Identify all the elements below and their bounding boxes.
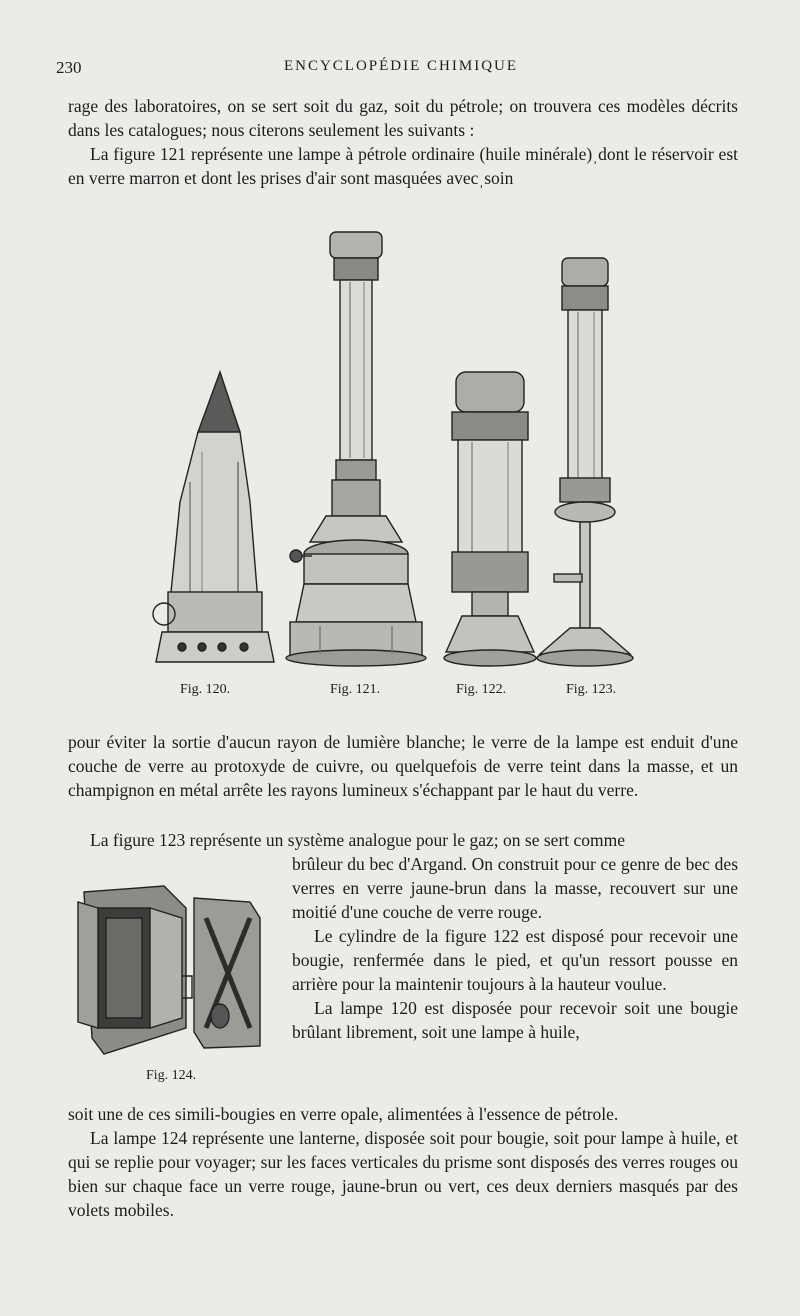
page-number: 230	[56, 58, 82, 77]
page-header	[56, 58, 746, 82]
paragraph-fig122: Le cylindre de la figure 122 est disposé pour recevoir une bougie, renfermée dans le pied, et qu'un ressort pousse en arrière pour la maintenir toujours à la hauteur voulue.	[292, 926, 738, 994]
paragraph-after-figures: pour éviter la sortie d'aucun rayon de lumière blanche; le verre de la lampe est enduit d'une couche de verre au protoxyde de cuivre, ou quelquefois de verre teint dans la masse, et un champignon en métal arrête les rayons lumineux s'échappant par le haut du verre.	[68, 732, 738, 800]
caption-fig122: Fig. 122.	[456, 682, 507, 697]
caption-fig123: Fig. 123.	[566, 682, 617, 697]
paragraph-fig123-first-line: La figure 123 représente un système analogue pour le gaz; on se sert comme	[90, 830, 626, 850]
wrapped-text-block	[292, 852, 738, 1044]
lamps-illustration	[140, 222, 660, 674]
figure-captions-row	[0, 682, 800, 706]
lantern-124-illustration	[74, 878, 270, 1058]
lamp-121-figure	[286, 232, 426, 666]
caption-fig124: Fig. 124.	[146, 1068, 197, 1083]
lamp-122-figure	[444, 372, 536, 666]
paragraph-fig120-end: soit une de ces simili-bougies en verre opale, alimentées à l'essence de pétrole.	[68, 1104, 619, 1124]
bottom-text-block	[68, 1102, 738, 1222]
paragraph-fig120: La lampe 120 est disposée pour recevoir soit une bougie brûlant librement, soit une lampe à huile,	[292, 998, 738, 1042]
running-title: ENCYCLOPÉDIE CHIMIQUE	[283, 58, 519, 74]
lamp-123-figure	[537, 258, 633, 666]
top-text-block	[68, 94, 738, 190]
paragraph-continuation: rage des laboratoires, on se sert soit du gaz, soit du pétrole; on trouvera ces modèles décrits dans les catalogues; nous citerons seulement les suivants :	[68, 96, 738, 140]
paragraph-fig123-rest: brûleur du bec d'Argand. On construit pour ce genre de bec des verres en verre jaune-brun dans la masse, recouvert sur une moitié d'une couche de verre rouge.	[292, 854, 738, 922]
caption-fig120: Fig. 120.	[180, 682, 231, 697]
caption-fig121: Fig. 121.	[330, 682, 381, 697]
paragraph-fig121: La figure 121 représente une lampe à pétrole ordinaire (huile minérale)ˌdont le réservoir est en verre marron et dont les prises d'air sont masquées avecˌsoin	[68, 144, 738, 188]
lamp-120-figure	[153, 372, 274, 662]
paragraph-fig124: La lampe 124 représente une lanterne, disposée soit pour bougie, soit pour lampe à huile, et qui se replie pour voyager; sur les faces verticales du prisme sont disposés des verres rouges ou bien sur chaque face un verre rouge, jaune-brun ou vert, ces deux derniers masqués par des volets mobiles.	[68, 1128, 738, 1220]
